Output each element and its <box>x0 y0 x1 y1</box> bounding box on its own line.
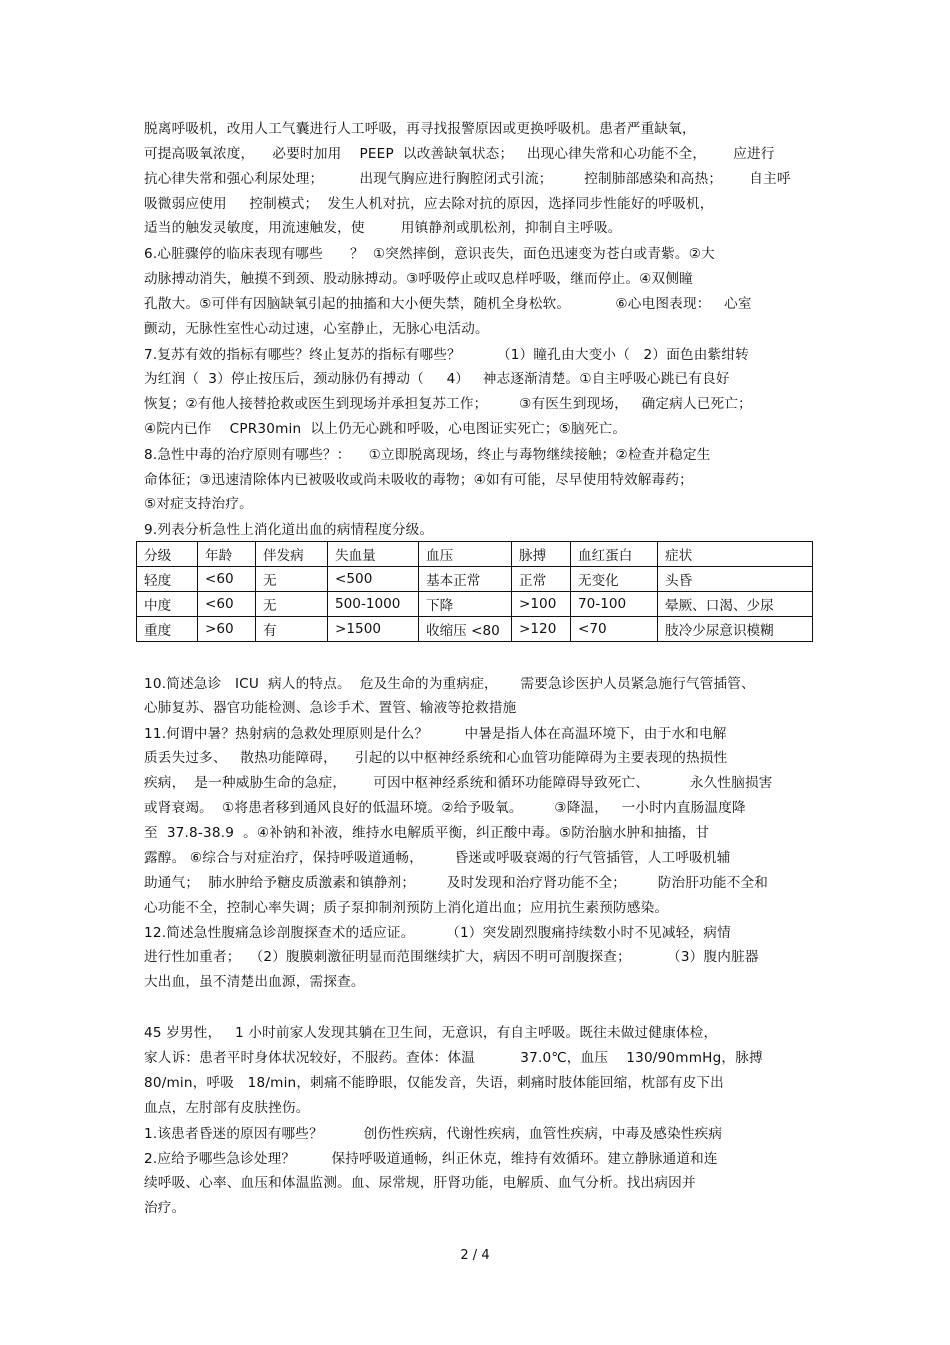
text-line: ⑤对症支持治疗。 <box>144 496 253 512</box>
question-11: 11.何谓中暑？热射病的急救处理原则是什么？ 中暑是指人体在高温环境下，由于水和电解 <box>144 726 727 742</box>
table-header-cell: 血红蛋白 <box>571 542 658 567</box>
table-cell: 下降 <box>419 592 512 617</box>
text-line: 可提高吸氧浓度， 必要时加用 PEEP 以改善缺氧状态； 出现心律失常和心功能不全， 应进行 <box>144 146 775 162</box>
text-line: ④院内已作 CPR30min 以上仍无心跳和呼吸，心电图证实死亡；⑤脑死亡。 <box>144 421 627 437</box>
text-line: 疾病， 是一种威胁生命的急症， 可因中枢神经系统和循环功能障碍导致死亡、 永久性脑损害 <box>144 775 773 791</box>
table-header-cell: 年龄 <box>198 542 256 567</box>
table-cell: 基本正常 <box>419 567 512 592</box>
table-cell: <60 <box>198 592 256 617</box>
text-line: 吸微弱应使用 控制模式； 发生人机对抗，应去除对抗的原因，选择同步性能好的呼吸机， <box>144 196 714 212</box>
table-cell: 无 <box>256 592 328 617</box>
question-6: 6.心脏骤停的临床表现有哪些 ？ ①突然摔倒，意识丧失，面色迅速变为苍白或青紫。②大 <box>144 246 715 262</box>
table-cell: <500 <box>328 567 419 592</box>
bleeding-grade-table <box>136 541 813 642</box>
page-number: 2 / 4 <box>460 1248 490 1263</box>
text-line: 适当的触发灵敏度，用流速触发，使 用镇静剂或肌松剂，抑制自主呼吸。 <box>144 220 622 236</box>
question-10: 10.简述急诊 ICU 病人的特点。 危及生命的为重病症， 需要急诊医护人员紧急施行气管插管、 <box>144 676 755 692</box>
table-cell: 重度 <box>137 617 198 642</box>
text-line: 大出血，虽不清楚出血源，需探查。 <box>144 974 365 990</box>
text-line: 孔散大。⑤可伴有因脑缺氧引起的抽搐和大小便失禁，随机全身松软。 ⑥心电图表现： 心室 <box>144 296 752 312</box>
table-row <box>137 592 813 617</box>
table-cell: 轻度 <box>137 567 198 592</box>
question-8: 8.急性中毒的治疗原则有哪些？： ①立即脱离现场，终止与毒物继续接触；②检查并稳定生 <box>144 447 711 463</box>
table-header-cell: 血压 <box>419 542 512 567</box>
text-line: 动脉搏动消失，触摸不到颈、股动脉搏动。③呼吸停止或叹息样呼吸，继而停止。④双侧瞳 <box>144 271 693 287</box>
table-cell: 有 <box>256 617 328 642</box>
table-header-row <box>137 542 813 567</box>
text-line: 露醇。 ⑥综合与对症治疗，保持呼吸道通畅， 昏迷或呼吸衰竭的行气管插管，人工呼吸机辅 <box>144 850 731 866</box>
text-line: 或肾衰竭。 ①将患者移到通风良好的低温环境。②给予吸氧。 ③降温， 一小时内直肠温度降 <box>144 800 746 816</box>
case-question-2: 2.应给予哪些急诊处理？ 保持呼吸道通畅，纠正休克，维持有效循环。建立静脉通道和连 <box>144 1151 718 1167</box>
table-cell: <60 <box>198 567 256 592</box>
text-line: 颤动，无脉性室性心动过速，心室静止，无脉心电活动。 <box>144 321 489 337</box>
text-line: 家人诉：患者平时身体状况较好，不服药。查体：体温 37.0℃，血压 130/90mmHg，脉搏 <box>144 1050 763 1066</box>
table-cell: 肢冷少尿意识模糊 <box>658 617 813 642</box>
table-cell: <70 <box>571 617 658 642</box>
text-line: 助通气； 肺水肿给予糖皮质激素和镇静剂； 及时发现和治疗肾功能不全； 防治肝功能不全和 <box>144 875 769 891</box>
question-12: 12.简述急性腹痛急诊剖腹探查术的适应证。 （1）突发剧烈腹痛持续数小时不见减轻，病情 <box>144 925 731 941</box>
table-cell: >60 <box>198 617 256 642</box>
table-cell: >120 <box>512 617 571 642</box>
table-header-cell: 失血量 <box>328 542 419 567</box>
text-line: 为红润（ 3）停止按压后，颈动脉仍有搏动（ 4） 神志逐渐清楚。①自主呼吸心跳已有良好 <box>144 371 730 387</box>
text-line: 治疗。 <box>144 1200 186 1216</box>
text-line: 恢复；②有他人接替抢救或医生到现场并承担复苏工作； ③有医生到现场， 确定病人已死亡； <box>144 396 752 412</box>
table-cell: 收缩压 <80 <box>419 617 512 642</box>
table-cell: 500-1000 <box>328 592 419 617</box>
table-cell: >1500 <box>328 617 419 642</box>
table-cell: 头昏 <box>658 567 813 592</box>
table-header-cell: 脉搏 <box>512 542 571 567</box>
text-line: 抗心律失常和强心利尿处理； 出现气胸应进行胸腔闭式引流； 控制肺部感染和高热； 自主呼 <box>144 171 791 187</box>
table-cell: 无变化 <box>571 567 658 592</box>
table-cell: 正常 <box>512 567 571 592</box>
table-cell: 晕厥、口渴、少尿 <box>658 592 813 617</box>
table-cell: >100 <box>512 592 571 617</box>
table-row <box>137 567 813 592</box>
text-line: 脱离呼吸机，改用人工气囊进行人工呼吸，再寻找报警原因或更换呼吸机。患者严重缺氧， <box>144 121 696 137</box>
table-header-cell: 分级 <box>137 542 198 567</box>
question-7: 7.复苏有效的指标有哪些？终止复苏的指标有哪些？ （1）瞳孔由大变小（ 2）面色由紫绀转 <box>144 347 749 363</box>
text-line: 续呼吸、心率、血压和体温监测。血、尿常规，肝肾功能，电解质、血气分析。找出病因并 <box>144 1175 696 1191</box>
table-cell: 无 <box>256 567 328 592</box>
text-line: 80/min，呼吸 18/min，刺痛不能睁眼，仅能发音，失语，刺痛时肢体能回缩，枕部有皮下出 <box>144 1075 724 1091</box>
text-line: 至 37.8-38.9 。④补钠和补液，维持水电解质平衡，纠正酸中毒。⑤防治脑水肿和抽搐，甘 <box>144 825 710 841</box>
table-cell: 70-100 <box>571 592 658 617</box>
case-description: 45 岁男性， 1 小时前家人发现其躺在卫生间，无意识，有自主呼吸。既往未做过健康体检， <box>144 1025 718 1041</box>
text-line: 进行性加重者； （2）腹膜刺激征明显而范围继续扩大，病因不明可剖腹探查； （3）腹内脏器 <box>144 949 759 965</box>
text-line: 心功能不全，控制心率失调；质子泵抑制剂预防上消化道出血；应用抗生素预防感染。 <box>144 900 669 916</box>
text-line: 命体征；③迅速清除体内已被吸收或尚未吸收的毒物；④如有可能，尽早使用特效解毒药； <box>144 472 693 488</box>
text-line: 质丢失过多、 散热功能障碍， 引起的以中枢神经系统和心血管功能障碍为主要表现的热损性 <box>144 750 728 766</box>
question-9: 9.列表分析急性上消化道出血的病情程度分级。 <box>144 522 434 538</box>
text-line: 心肺复苏、器官功能检测、急诊手术、置管、输液等抢救措施 <box>144 700 517 716</box>
table-header-cell: 伴发病 <box>256 542 328 567</box>
table-header-cell: 症状 <box>658 542 813 567</box>
table-cell: 中度 <box>137 592 198 617</box>
table-row <box>137 617 813 642</box>
text-line: 血点，左肘部有皮肤挫伤。 <box>144 1100 310 1116</box>
case-question-1: 1.该患者昏迷的原因有哪些？ 创伤性疾病，代谢性疾病，血管性疾病，中毒及感染性疾病 <box>144 1126 723 1142</box>
